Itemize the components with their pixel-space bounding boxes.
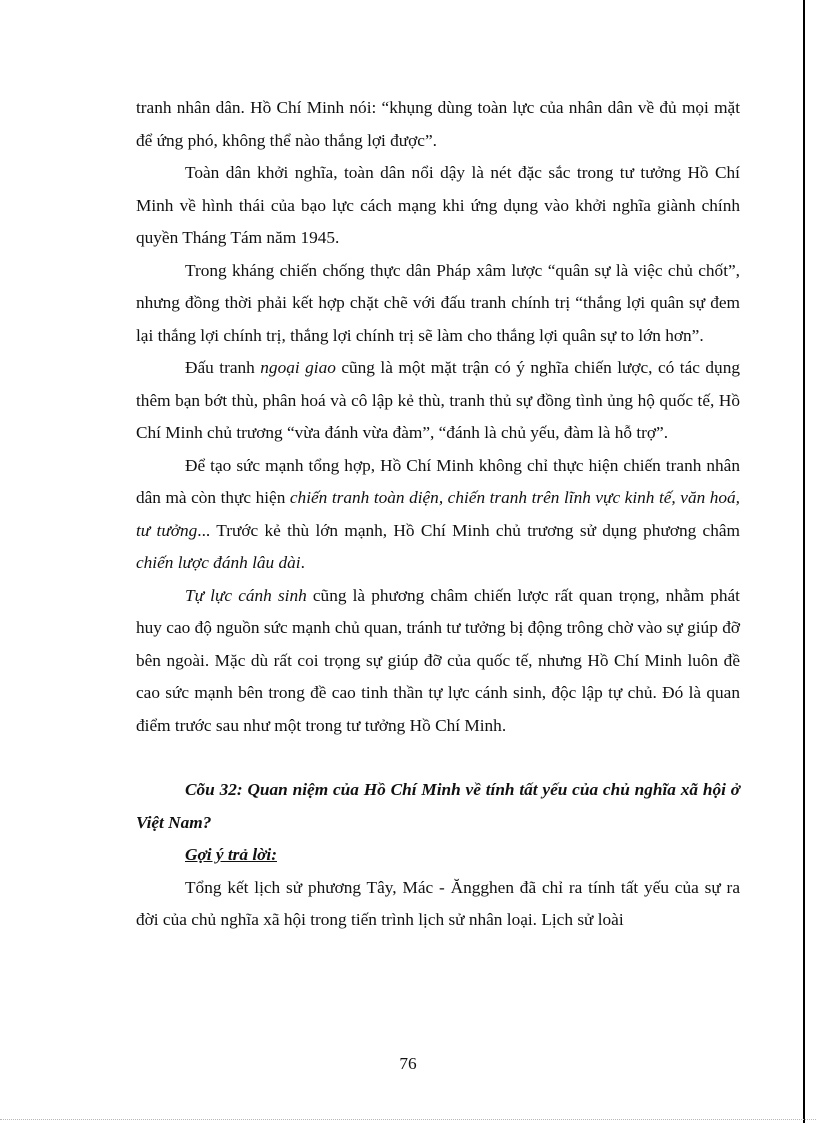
paragraph-p4 xyxy=(136,352,740,450)
italic-run: chiến tranh toàn diện, chiến tranh trên lĩnh vực kinh tế, văn hoá, tư tưởng xyxy=(136,488,740,540)
text-run: cũng là phương châm chiến lược rất quan trọng, nhằm phát huy cao độ nguồn sức mạnh chủ quan, tránh tư tưởng bị động trông chờ vào sự giúp đỡ bên ngoài. Mặc dù rất coi trọng sự giúp đỡ của quốc tế, nhưng Hồ Chí Minh luôn đề cao sức mạnh bên trong đề cao tinh thần tự lực cánh sinh, độc lập tự chủ. Đó là quan điểm trước sau như một trong tư tưởng Hồ Chí Minh. xyxy=(136,585,740,735)
paragraph-p6 xyxy=(136,580,740,743)
text-run: Đấu tranh xyxy=(185,358,261,377)
page-border-bottom xyxy=(0,1119,816,1120)
paragraph-p2 xyxy=(136,157,740,255)
text-run: tranh nhân dân. Hồ Chí Minh nói: “khụng dùng toàn lực của nhân dân về đủ mọi mặt để ứng phó, không thể nào thắng lợi được”. xyxy=(136,98,740,150)
document-body xyxy=(136,92,740,937)
italic-run: Tự lực cánh sinh xyxy=(185,585,307,605)
question-heading: Cõu 32: Quan niệm của Hồ Chí Minh về tính tất yếu của chủ nghĩa xã hội ở Việt Nam? xyxy=(136,780,740,832)
text-run: Toàn dân khởi nghĩa, toàn dân nổi dậy là nét đặc sắc trong tư tưởng Hồ Chí Minh về hình thái của bạo lực cách mạng khi ứng dụng vào khởi nghĩa giành chính quyền Tháng Tám năm 1945. xyxy=(136,163,740,247)
text-run: ... Trước kẻ thù lớn mạnh, Hồ Chí Minh chủ trương sử dụng phương châm xyxy=(197,520,740,540)
paragraph-p5 xyxy=(136,450,740,580)
text-run: cũng là một mặt trận có ý nghĩa chiến lược, có tác dụng thêm bạn bớt thù, phân hoá và cô lập kẻ thù, tranh thủ sự đồng tình ủng hộ quốc tế, Hồ Chí Minh chủ trương “vừa đánh vừa đàm”, “đánh là chủ yếu, đàm là hỗ trợ”. xyxy=(136,358,740,442)
italic-run: chiến lược đánh lâu dài xyxy=(136,553,301,572)
page-number: 76 xyxy=(399,1054,417,1073)
page-border-right xyxy=(803,0,805,1123)
italic-run: ngoại giao xyxy=(260,358,336,377)
text-run: Để tạo sức mạnh tổng hợp, Hồ Chí Minh không chỉ thực hiện chiến tranh nhân dân mà còn thực hiện xyxy=(136,455,740,507)
text-run: . xyxy=(300,553,305,572)
paragraph-p3 xyxy=(136,255,740,353)
paragraph-list xyxy=(136,92,740,742)
paragraph-p1 xyxy=(136,92,740,157)
text-run: Trong kháng chiến chống thực dân Pháp xâm lược “quân sự là việc chủ chốt”, nhưng đồng thời phải kết hợp chặt chẽ với đấu tranh chính trị “thắng lợi quân sự đem lại thắng lợi chính trị, thắng lợi chính trị sẽ làm cho thắng lợi quân sự to lớn hơn”. xyxy=(136,260,740,345)
answer-hint-label: Gợi ý trả lời: xyxy=(185,845,277,864)
section-gap xyxy=(136,742,740,774)
answer-paragraph: Tổng kết lịch sử phương Tây, Mác - Ăngghen đã chỉ ra tính tất yếu của sự ra đời của chủ nghĩa xã hội trong tiến trình lịch sử nhân loại. Lịch sử loài xyxy=(136,877,740,929)
